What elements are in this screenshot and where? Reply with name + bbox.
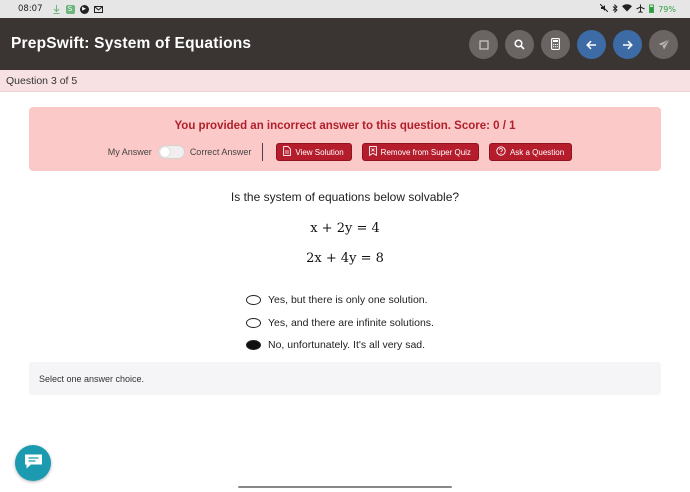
next-question-button[interactable] xyxy=(613,30,642,59)
radio-button[interactable] xyxy=(246,318,261,328)
view-solution-button[interactable] xyxy=(276,143,351,161)
answer-toggle[interactable] xyxy=(158,145,185,159)
gesture-handle[interactable] xyxy=(238,486,452,488)
question-counter: Question 3 of 5 xyxy=(6,74,78,87)
instruction-text: Select one answer choice. xyxy=(39,373,145,384)
chat-button[interactable] xyxy=(15,445,51,481)
status-time: 08:07 xyxy=(18,4,43,14)
arrow-left-icon xyxy=(586,35,597,54)
answer-option-1[interactable] xyxy=(246,293,428,307)
remove-from-super-quiz-button[interactable] xyxy=(362,143,479,161)
status-bar xyxy=(0,0,690,18)
question-prompt: Is the system of equations below solvable? xyxy=(230,190,460,204)
equation-1: x + 2y = 4 xyxy=(310,221,380,236)
ask-question-label: Ask a Question xyxy=(509,147,565,157)
remove-super-quiz-label: Remove from Super Quiz xyxy=(380,147,471,157)
app-s-icon: S xyxy=(66,5,75,14)
stop-button[interactable] xyxy=(469,30,498,59)
send-icon xyxy=(658,35,670,54)
mute-icon xyxy=(600,4,608,14)
app-header xyxy=(0,18,690,70)
calculator-icon xyxy=(551,35,560,54)
divider xyxy=(262,143,263,161)
correct-answer-label: Correct Answer xyxy=(189,147,252,157)
app-title: PrepSwift: System of Equations xyxy=(11,35,252,52)
answer-option-label: No, unfortunately. It's all very sad. xyxy=(268,339,426,351)
answer-option-label: Yes, and there are infinite solutions. xyxy=(268,317,434,329)
alert-controls xyxy=(29,143,661,161)
my-answer-label: My Answer xyxy=(107,147,152,157)
stop-icon xyxy=(479,35,489,54)
calculator-button[interactable] xyxy=(541,30,570,59)
answer-option-label: Yes, but there is only one solution. xyxy=(268,294,428,306)
radio-button-selected[interactable] xyxy=(246,340,261,350)
bookmark-x-icon xyxy=(369,146,377,158)
arrow-right-icon xyxy=(622,35,633,54)
submit-button[interactable] xyxy=(649,30,678,59)
wifi-icon xyxy=(622,4,632,14)
ask-a-question-button[interactable] xyxy=(489,143,572,161)
question-progress-bar xyxy=(0,70,690,92)
search-icon xyxy=(514,35,525,54)
play-icon: ▶ xyxy=(80,5,89,14)
radio-button[interactable] xyxy=(246,295,261,305)
question-bubble-icon xyxy=(496,146,506,158)
equation-2: 2x + 4y = 8 xyxy=(306,251,384,266)
answer-toggle-knob xyxy=(160,147,170,157)
incorrect-answer-alert xyxy=(29,107,661,171)
search-button[interactable] xyxy=(505,30,534,59)
instruction-box xyxy=(29,362,661,395)
battery-icon xyxy=(649,4,654,15)
document-icon xyxy=(283,146,291,158)
answer-option-3[interactable] xyxy=(246,338,425,352)
view-solution-label: View Solution xyxy=(295,147,344,157)
airplane-icon xyxy=(636,4,645,15)
download-icon xyxy=(52,5,61,14)
gmail-icon xyxy=(94,5,103,14)
previous-question-button[interactable] xyxy=(577,30,606,59)
alert-message: You provided an incorrect answer to this question. Score: 0 / 1 xyxy=(174,120,516,132)
chat-bubble-icon xyxy=(24,453,43,474)
battery-percent: 79% xyxy=(658,4,676,14)
bluetooth-icon xyxy=(612,4,618,15)
answer-option-2[interactable] xyxy=(246,316,434,330)
